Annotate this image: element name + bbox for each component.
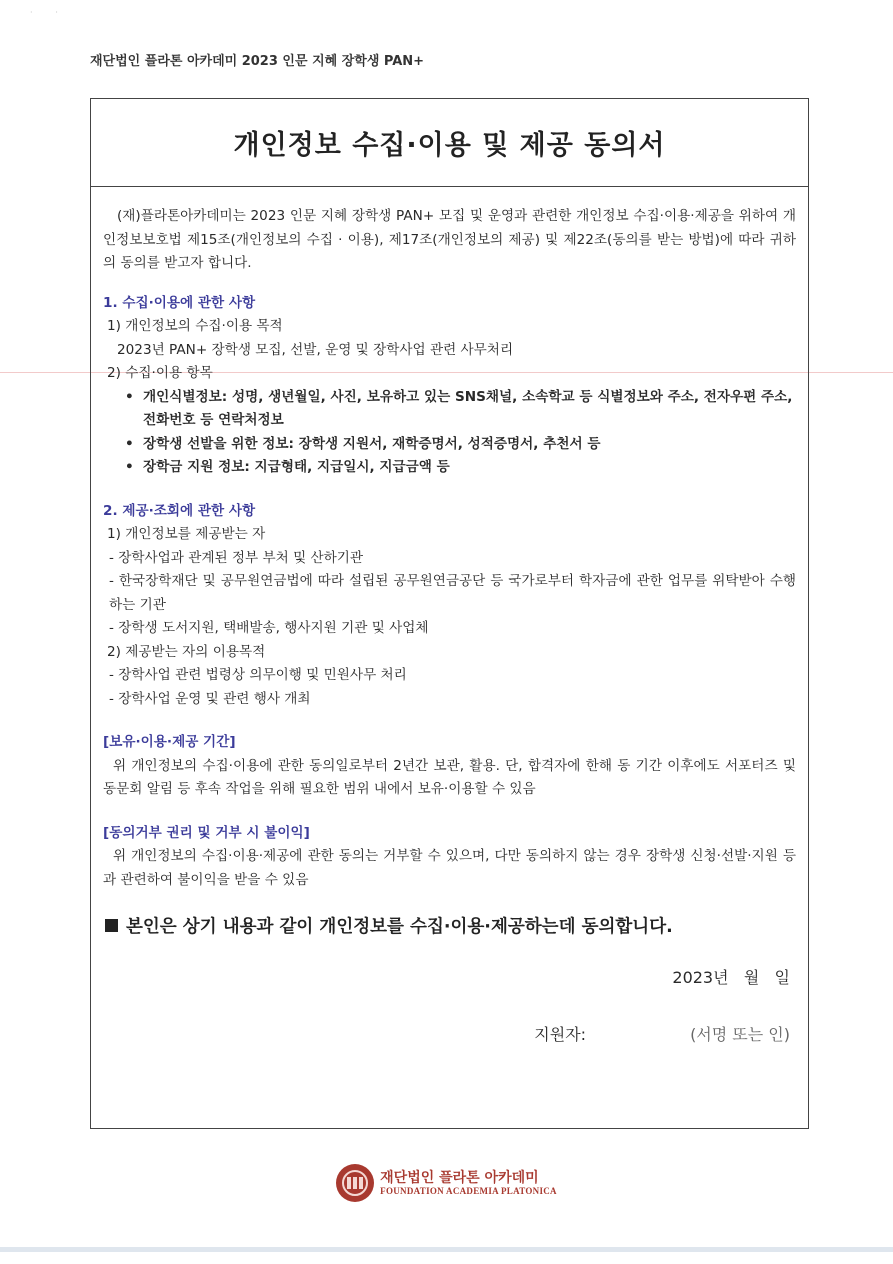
retention-text: 위 개인정보의 수집·이용에 관한 동의일로부터 2년간 보관, 활용. 단, 합격자에 한해 동 기간 이후에도 서포터즈 및 동문회 알림 등 후속 작업을 위해 필요한 범위 내에서 보유·이용할 수 있음 (103, 757, 796, 797)
footer-logo (0, 1164, 893, 1202)
academy-emblem-icon (336, 1164, 374, 1202)
scan-edge (0, 1247, 893, 1252)
refusal-heading: [동의거부 권리 및 거부 시 불이익] (103, 824, 310, 841)
document-title: 개인정보 수집·이용 및 제공 동의서 (233, 130, 666, 161)
agreement-statement (103, 916, 796, 940)
form-content (91, 187, 808, 1047)
section2-heading: 2. 제공·조회에 관한 사항 (103, 502, 256, 519)
list-item: - 장학사업 운영 및 관련 행사 개최 (109, 690, 311, 707)
section1-purpose-text: 2023년 PAN+ 장학생 모집, 선발, 운영 및 장학사업 관련 사무처리 (117, 341, 514, 358)
square-bullet-icon (105, 919, 118, 932)
section1-heading: 1. 수집·이용에 관한 사항 (103, 294, 256, 311)
section1-purpose-label: 1) 개인정보의 수집·이용 목적 (107, 318, 283, 334)
list-item: - 한국장학재단 및 공무원연금법에 따라 설립된 공무원연금공단 등 국가로부터 학자금에 관한 업무를 위탁받아 수행하는 기관 (109, 573, 796, 613)
refusal-text: 위 개인정보의 수집·이용·제공에 관한 동의는 거부할 수 있으며, 다만 동의하지 않는 경우 장학생 신청·선발·지원 등과 관련하여 불이익을 받을 수 있음 (103, 848, 796, 888)
collected-items-list (103, 386, 796, 480)
section2-recipients-label: 1) 개인정보를 제공받는 자 (107, 526, 266, 542)
agreement-text: 본인은 상기 내용과 같이 개인정보를 수집·이용·제공하는데 동의합니다. (126, 917, 673, 937)
section1-items-label: 2) 수집·이용 항목 (107, 365, 213, 381)
signature-hint: (서명 또는 인) (690, 1025, 790, 1044)
signature-row (103, 1023, 790, 1047)
list-item: • 개인식별정보: 성명, 생년월일, 사진, 보유하고 있는 SNS채널, 소속학교 등 식별정보와 주소, 전자우편 주소, 전화번호 등 연락처정보 (143, 386, 796, 433)
list-item: • 장학생 선발을 위한 정보: 장학생 지원서, 재학증명서, 성적증명서, 추천서 등 (143, 433, 796, 457)
list-item: • 장학금 지원 정보: 지급형태, 지급일시, 지급금액 등 (143, 456, 796, 480)
date-line: 2023년 월 일 (672, 967, 790, 987)
list-item: - 장학사업 관련 법령상 의무이행 및 민원사무 처리 (109, 667, 407, 683)
title-box (91, 99, 808, 187)
section2-purpose-label: 2) 제공받는 자의 이용목적 (107, 643, 266, 660)
list-item: - 장학생 도서지원, 택배발송, 행사지원 기관 및 사업체 (109, 620, 429, 636)
list-item: - 장학사업과 관계된 정부 부처 및 산하기관 (109, 549, 364, 566)
retention-heading: [보유·이용·제공 기간] (103, 734, 236, 750)
footer-org-english: FOUNDATION ACADEMIA PLATONICA (380, 1185, 557, 1196)
intro-paragraph: (재)플라톤아카데미는 2023 인문 지혜 장학생 PAN+ 모집 및 운영과 관련한 개인정보 수집·이용·제공을 위하여 개인정보보호법 제15조(개인정보의 수집 · 이용), 제17조(개인정보의 제공) 및 제22조(동의를 받는 방법)에 따라 귀하의 동의를 받고자 합니다. (103, 208, 796, 271)
footer-org-korean: 재단법인 플라톤 아카데미 (380, 1169, 539, 1186)
consent-form-frame (90, 98, 809, 1129)
scan-artifact: · · (30, 8, 58, 17)
applicant-label: 지원자: (534, 1025, 587, 1044)
header-org-line: 재단법인 플라톤 아카데미 2023 인문 지혜 장학생 PAN+ (90, 54, 425, 69)
